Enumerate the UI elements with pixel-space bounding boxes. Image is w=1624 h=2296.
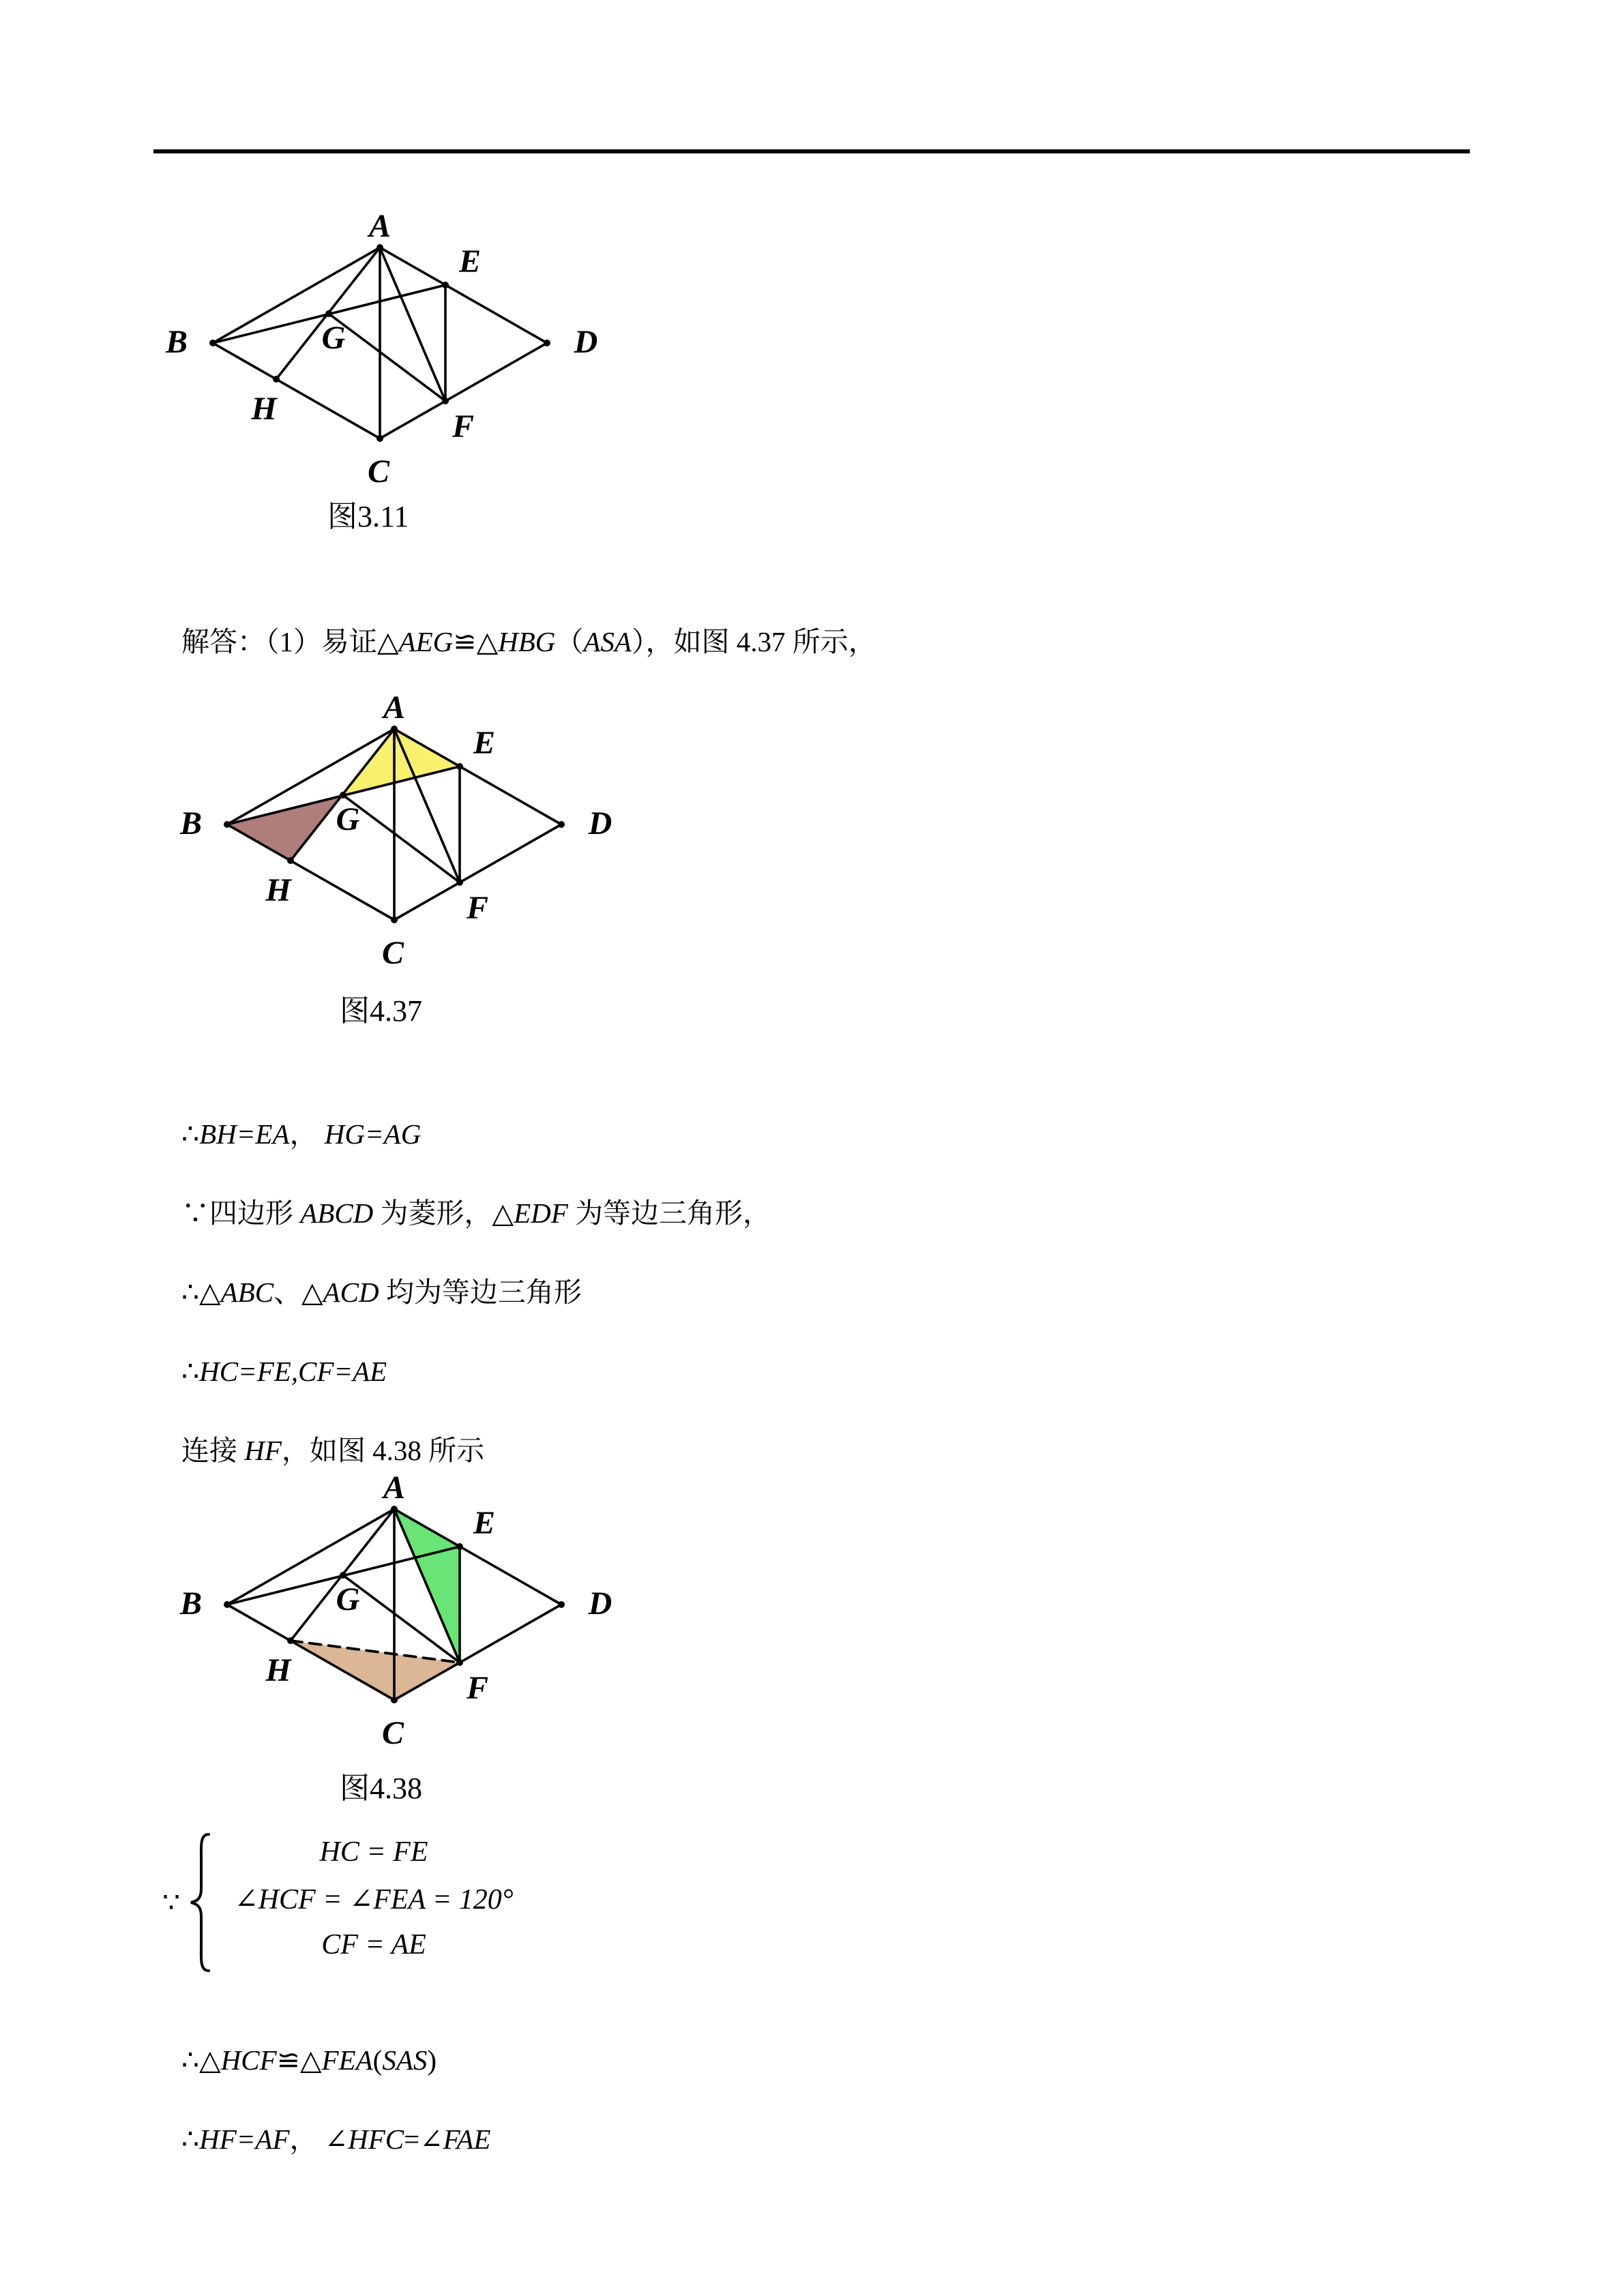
left-brace-icon bbox=[186, 1830, 216, 1975]
conclusion-line-2 bbox=[153, 2088, 490, 2190]
label-H: H bbox=[265, 872, 291, 908]
label-F: F bbox=[466, 890, 489, 926]
text-segment: HFC bbox=[348, 2123, 404, 2155]
figure-3-11-caption: 图3.11 bbox=[327, 500, 409, 533]
text-segment: FEA bbox=[321, 2044, 373, 2076]
label-F: F bbox=[452, 408, 475, 445]
text-segment: AEG bbox=[398, 626, 454, 657]
text-segment: ∴△ bbox=[181, 1277, 221, 1308]
text-segment: 为等边三角形， bbox=[567, 1197, 771, 1229]
label-D: D bbox=[574, 324, 598, 360]
equation-1: HC = FE bbox=[319, 1836, 428, 1868]
text-segment: 均为等边三角形 bbox=[379, 1277, 582, 1308]
text-segment: ， ∠ bbox=[289, 2123, 349, 2155]
text-segment: ABC bbox=[220, 1277, 274, 1308]
label-A: A bbox=[383, 689, 406, 726]
label-D: D bbox=[588, 1585, 612, 1622]
text-segment: HCF bbox=[220, 2044, 277, 2076]
label-G: G bbox=[321, 320, 346, 356]
label-G: G bbox=[336, 801, 360, 837]
text-segment: ASA bbox=[583, 626, 632, 657]
text-segment: FAE bbox=[443, 2123, 491, 2155]
figure-4-37 bbox=[176, 688, 626, 1029]
text-segment: EDF bbox=[514, 1197, 568, 1229]
label-A: A bbox=[383, 1470, 406, 1506]
text-segment: 为菱形，△ bbox=[373, 1197, 514, 1229]
label-G: G bbox=[336, 1581, 360, 1617]
label-H: H bbox=[265, 1652, 291, 1688]
label-E: E bbox=[458, 243, 482, 280]
text-segment: 、△ bbox=[274, 1277, 323, 1308]
header-rule bbox=[153, 149, 1470, 153]
label-B: B bbox=[179, 805, 203, 841]
text-segment: ∴ bbox=[181, 1356, 200, 1387]
text-segment: =∠ bbox=[404, 2123, 443, 2155]
label-F: F bbox=[466, 1670, 489, 1706]
text-segment: HG=AG bbox=[324, 1118, 422, 1150]
text-segment: ，如图 4.38 所示 bbox=[281, 1435, 485, 1466]
label-C: C bbox=[367, 453, 390, 490]
label-C: C bbox=[381, 935, 404, 971]
text-segment: 解答：（1）易证△ bbox=[181, 626, 399, 657]
label-D: D bbox=[588, 805, 612, 841]
text-segment: ∴ bbox=[181, 2123, 200, 2155]
text-segment: HF=AF bbox=[199, 2123, 290, 2155]
highlight-triangle-BHG bbox=[227, 795, 343, 861]
label-C: C bbox=[381, 1715, 404, 1751]
text-segment: ≌△ bbox=[276, 2044, 322, 2076]
label-A: A bbox=[368, 208, 392, 244]
label-H: H bbox=[251, 391, 277, 427]
label-E: E bbox=[473, 1505, 496, 1541]
figure-4-38-caption: 图4.38 bbox=[340, 1772, 422, 1805]
label-B: B bbox=[165, 324, 188, 360]
text-segment: ， bbox=[289, 1118, 325, 1150]
figure-4-38 bbox=[176, 1468, 626, 1809]
text-segment: ≌△ bbox=[453, 626, 499, 657]
because-symbol: ∵ bbox=[162, 1887, 181, 1918]
label-E: E bbox=[473, 725, 496, 761]
equation-2: ∠HCF = ∠FEA = 120° bbox=[234, 1884, 514, 1915]
figure-3-11 bbox=[162, 207, 612, 548]
text-segment: （ bbox=[555, 626, 584, 657]
text-segment: ∴ bbox=[181, 1118, 200, 1150]
text-segment: HF bbox=[244, 1435, 282, 1466]
text-segment: ∴△ bbox=[181, 2044, 221, 2076]
text-segment: ( bbox=[372, 2044, 383, 2076]
text-segment: HC=FE,CF=AE bbox=[199, 1356, 387, 1387]
text-segment: ABCD bbox=[300, 1197, 374, 1229]
solution-intro-line bbox=[153, 591, 876, 693]
text-segment: BH=EA bbox=[199, 1118, 290, 1150]
text-segment: ∵四边形 bbox=[181, 1197, 301, 1229]
text-segment: 连接 bbox=[181, 1435, 245, 1466]
equation-system bbox=[162, 1828, 544, 1984]
text-segment: SAS bbox=[382, 2044, 428, 2076]
highlight-triangle-HCF bbox=[291, 1641, 460, 1700]
highlight-triangle-AGE bbox=[343, 729, 460, 795]
equation-3: CF = AE bbox=[321, 1929, 426, 1960]
text-segment: ) bbox=[427, 2044, 437, 2076]
text-segment: ACD bbox=[323, 1277, 379, 1308]
label-B: B bbox=[179, 1585, 203, 1622]
text-segment: HBG bbox=[498, 626, 556, 657]
text-segment: ），如图 4.37 所示， bbox=[631, 626, 876, 657]
figure-4-37-caption: 图4.37 bbox=[340, 994, 422, 1028]
